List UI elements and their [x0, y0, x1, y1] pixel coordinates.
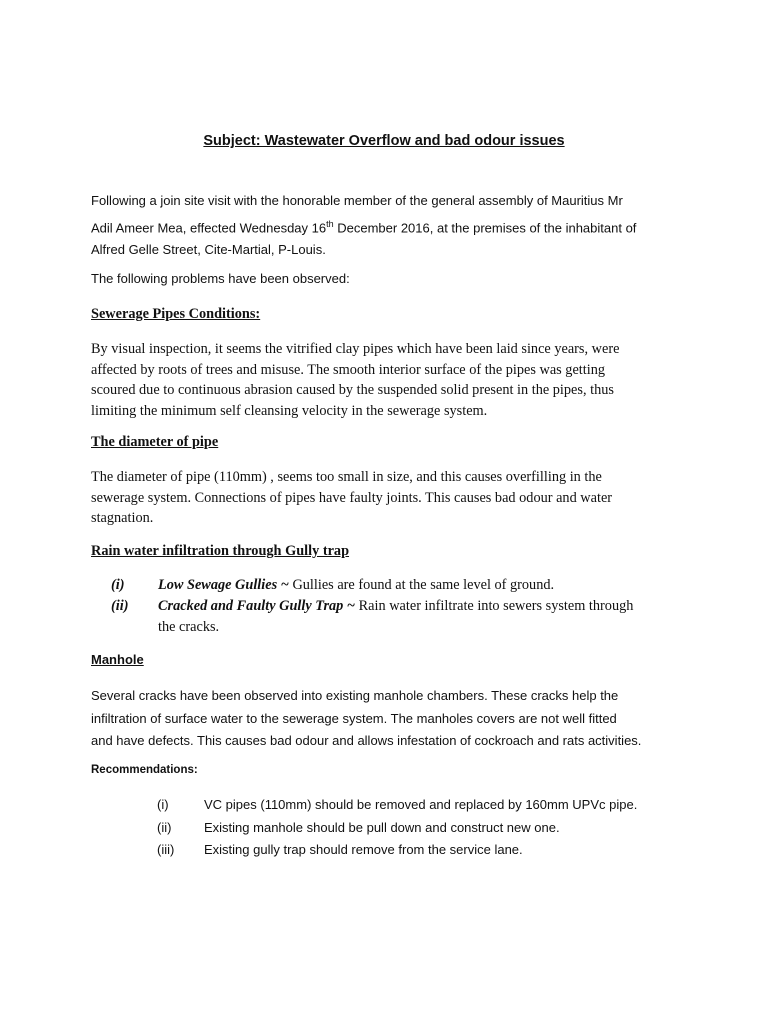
paragraph-line: By visual inspection, it seems the vitrified clay pipes which have been laid since years, were — [91, 341, 620, 357]
paragraph-line: infiltration of surface water to the sewerage system. The manholes covers are not well fitted — [91, 710, 617, 726]
paragraph-line: stagnation. — [91, 510, 154, 527]
intro-line: Alfred Gelle Street, Cite-Martial, P-Louis. — [91, 242, 326, 258]
recommendation-number: (iii) — [157, 842, 175, 857]
list-desc: Rain water infiltrate into sewers system through — [355, 598, 634, 614]
intro-text: December 2016, at the premises of the inhabitant of — [333, 219, 637, 235]
intro-line — [91, 213, 691, 240]
list-line — [158, 596, 678, 617]
recommendation-text: VC pipes (110mm) should be removed and replaced by 160mm UPVc pipe. — [204, 797, 638, 812]
recommendation-number: (ii) — [157, 820, 172, 835]
list-term: Cracked and Faulty Gully Trap ~ — [158, 598, 356, 614]
paragraph-line: sewerage system. Connections of pipes have faulty joints. This causes bad odour and water — [91, 489, 613, 506]
paragraph-line: and have defects. This causes bad odour and allows infestation of cockroach and rats activities. — [91, 733, 642, 748]
rain-heading: Rain water infiltration through Gully trap — [91, 543, 350, 559]
observed-text: The following problems have been observed: — [91, 271, 350, 286]
diameter-paragraph — [91, 467, 691, 529]
diameter-heading: The diameter of pipe — [91, 434, 219, 450]
paragraph-line: scoured due to continuous abrasion caused by the suspended solid present in the pipes, thus — [91, 382, 614, 399]
superscript: th — [326, 218, 334, 229]
recommendation-number: (i) — [157, 797, 169, 812]
recommendation-text: Existing manhole should be pull down and construct new one. — [204, 820, 560, 835]
manhole-paragraph — [91, 685, 691, 753]
list-number: (i) — [111, 577, 125, 593]
subject-heading: Subject: Wastewater Overflow and bad odour issues — [203, 133, 565, 149]
intro-text: Adil Ameer Mea, effected Wednesday 16 — [91, 219, 327, 235]
list-term: Low Sewage Gullies ~ — [158, 577, 289, 593]
paragraph-line: affected by roots of trees and misuse. The smooth interior surface of the pipes was getting — [91, 361, 606, 378]
sewerage-paragraph — [91, 339, 691, 422]
recommendation-text: Existing gully trap should remove from the service lane. — [204, 842, 523, 857]
list-text — [158, 575, 678, 596]
list-number: (ii) — [111, 598, 129, 614]
intro-line: Following a join site visit with the honorable member of the general assembly of Mauritius Mr — [91, 193, 623, 208]
list-continuation: the cracks. — [158, 618, 220, 635]
manhole-heading: Manhole — [91, 652, 144, 667]
list-text — [158, 596, 678, 637]
list-desc: Gullies are found at the same level of ground. — [288, 577, 555, 593]
intro-paragraph — [91, 190, 691, 262]
paragraph-line: limiting the minimum self cleansing velocity in the sewerage system. — [91, 403, 488, 420]
paragraph-line: The diameter of pipe (110mm) , seems too small in size, and this causes overfilling in the — [91, 469, 602, 485]
recommendations-heading: Recommendations: — [91, 764, 198, 776]
paragraph-line: Several cracks have been observed into existing manhole chambers. These cracks help the — [91, 688, 619, 703]
sewerage-heading: Sewerage Pipes Conditions: — [91, 306, 261, 322]
